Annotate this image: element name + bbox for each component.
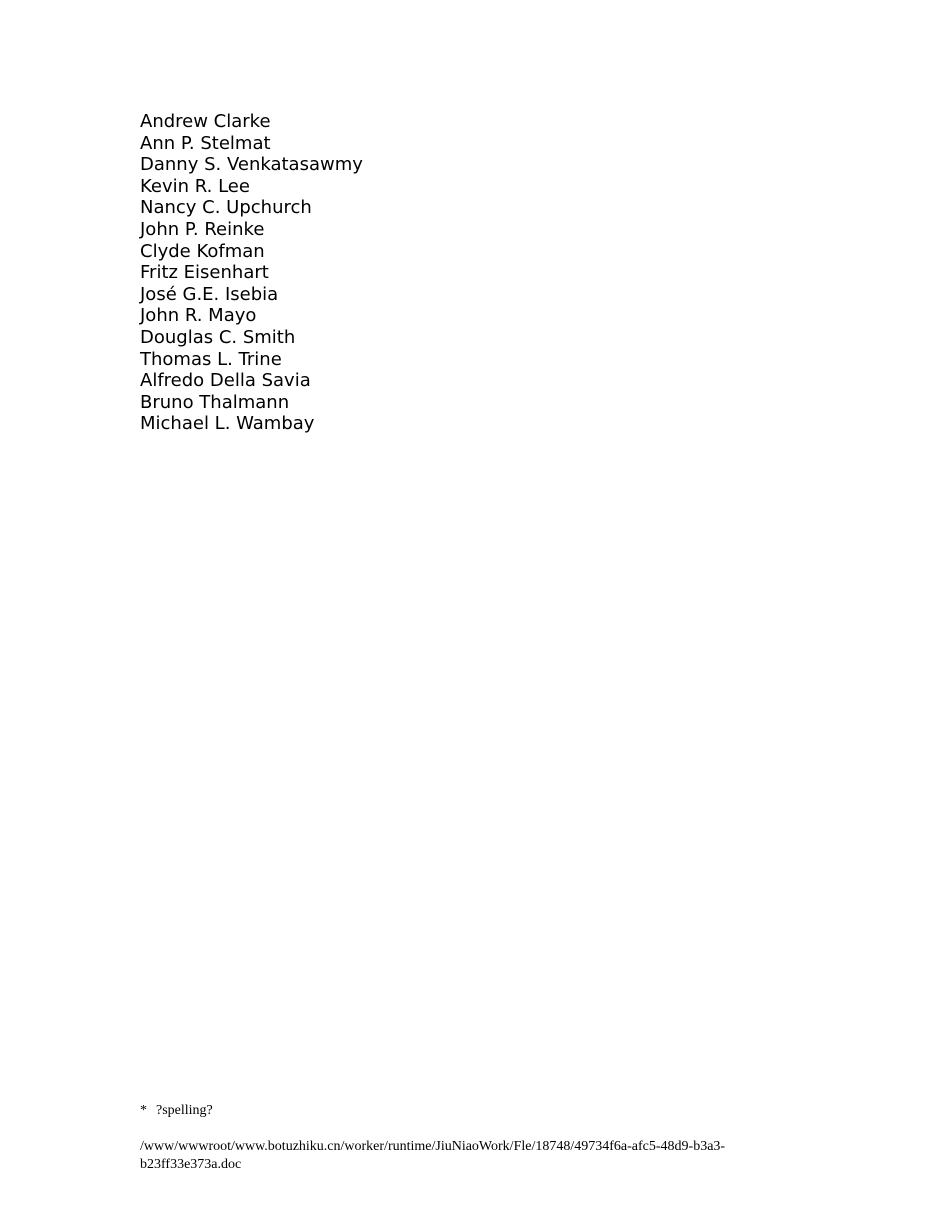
names-list (140, 111, 363, 435)
name-item: José G.E. Isebia (140, 283, 279, 305)
name-item: Nancy C. Upchurch (140, 197, 312, 219)
name-item: John P. Reinke (140, 218, 265, 240)
name-item: Thomas L. Trine (140, 348, 282, 370)
name-item: Bruno Thalmann (140, 391, 290, 413)
name-item: Andrew Clarke (140, 111, 271, 132)
name-item: Danny S. Venkatasawmy (140, 154, 363, 176)
name-item: Kevin R. Lee (140, 175, 250, 197)
name-item: John R. Mayo (140, 305, 257, 327)
name-item: Ann P. Stelmat (140, 132, 271, 154)
footnote-marker: * (140, 1103, 147, 1118)
name-item: Michael L. Wambay (140, 413, 315, 435)
file-path (140, 1138, 820, 1174)
name-item: Douglas C. Smith (140, 326, 296, 348)
file-path-line-2: b23ff33e373a.doc (140, 1157, 242, 1172)
name-item: Clyde Kofman (140, 240, 265, 262)
footnote-text: ?spelling? (156, 1103, 213, 1118)
file-path-line-1: /www/wwwroot/www.botuzhiku.cn/worker/runtime/JiuNiaoWork/Fle/18748/49734f6a-afc5-48d9-b3a3- (140, 1139, 726, 1154)
footnote (140, 1102, 213, 1120)
name-item: Fritz Eisenhart (140, 262, 269, 284)
name-item: Alfredo Della Savia (140, 370, 311, 392)
